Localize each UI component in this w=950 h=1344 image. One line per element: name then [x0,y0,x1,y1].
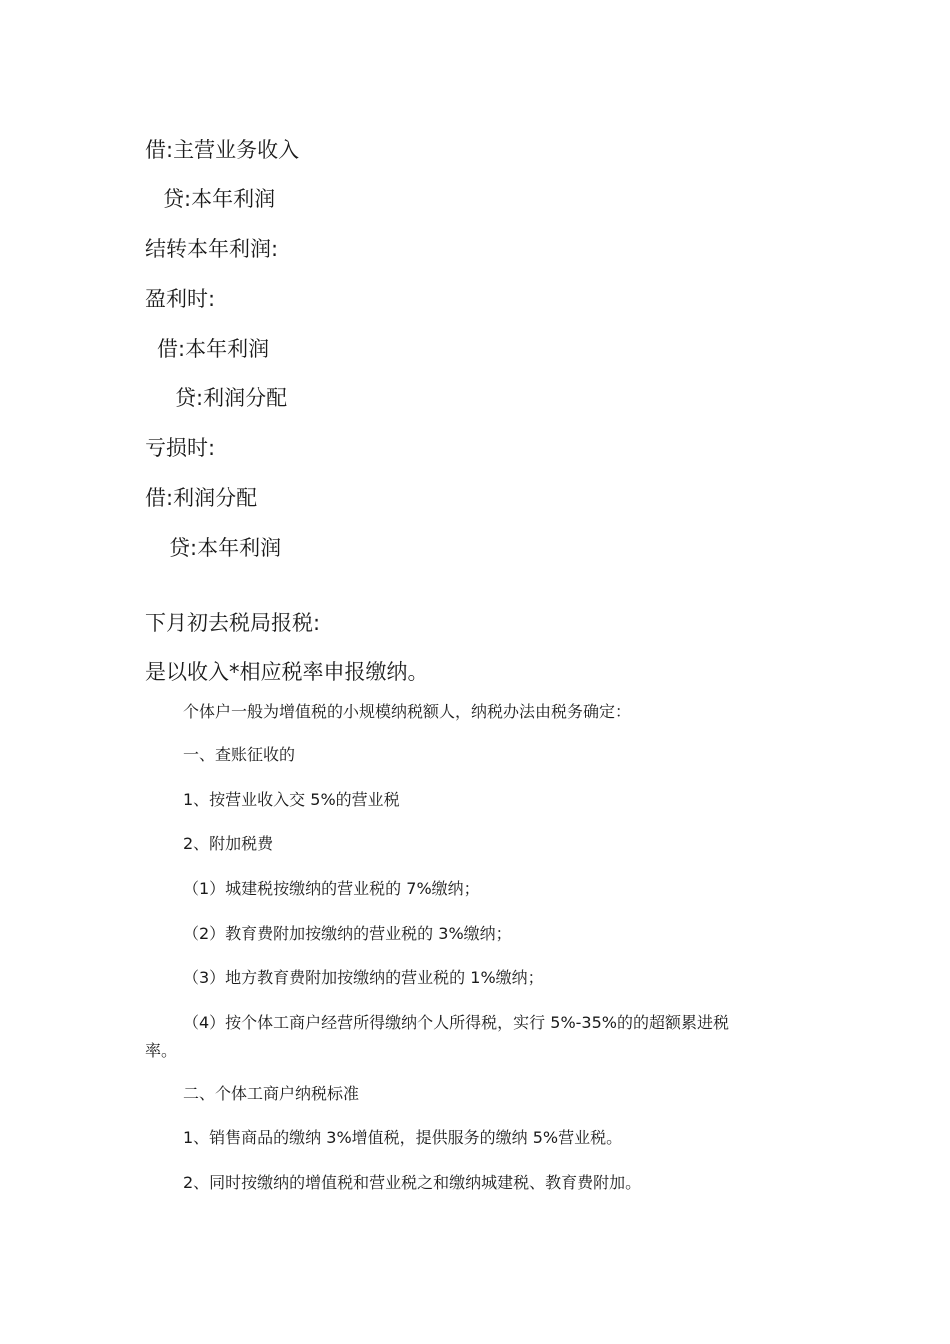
text-line: 亏损时: [145,436,216,460]
text-line: 一、查账征收的 [183,745,296,764]
text-line: 2、附加税费 [183,834,274,853]
text-line: 盈利时: [145,287,216,311]
text-line: （2）教育费附加按缴纳的营业税的 3%缴纳； [183,924,512,943]
text-line: 二、个体工商户纳税标准 [183,1084,360,1103]
text-line: 1、按营业收入交 5%的营业税 [183,790,400,809]
text-line: （4）按个体工商户经营所得缴纳个人所得税，实行 5%-35%的的超额累进税 [183,1013,729,1032]
text-line: 贷:本年利润 [169,536,282,560]
text-line: 1、销售商品的缴纳 3%增值税，提供服务的缴纳 5%营业税。 [183,1128,623,1147]
text-line: （3）地方教育费附加按缴纳的营业税的 1%缴纳； [183,968,544,987]
text-line: 2、同时按缴纳的增值税和营业税之和缴纳城建税、教育费附加。 [183,1173,642,1192]
text-line: 借:利润分配 [145,486,258,510]
text-line: 率。 [145,1041,178,1060]
text-line: 个体户一般为增值税的小规模纳税额人，纳税办法由税务确定： [183,702,632,721]
text-line: 贷:本年利润 [163,187,276,211]
text-line: 借:主营业务收入 [145,138,300,162]
text-line: 结转本年利润: [145,237,279,261]
text-line: 借:本年利润 [157,337,270,361]
text-line: 贷:利润分配 [175,386,288,410]
text-line: 下月初去税局报税: [145,611,321,635]
text-line: 是以收入*相应税率申报缴纳。 [145,660,429,684]
text-line: （1）城建税按缴纳的营业税的 7%缴纳； [183,879,480,898]
